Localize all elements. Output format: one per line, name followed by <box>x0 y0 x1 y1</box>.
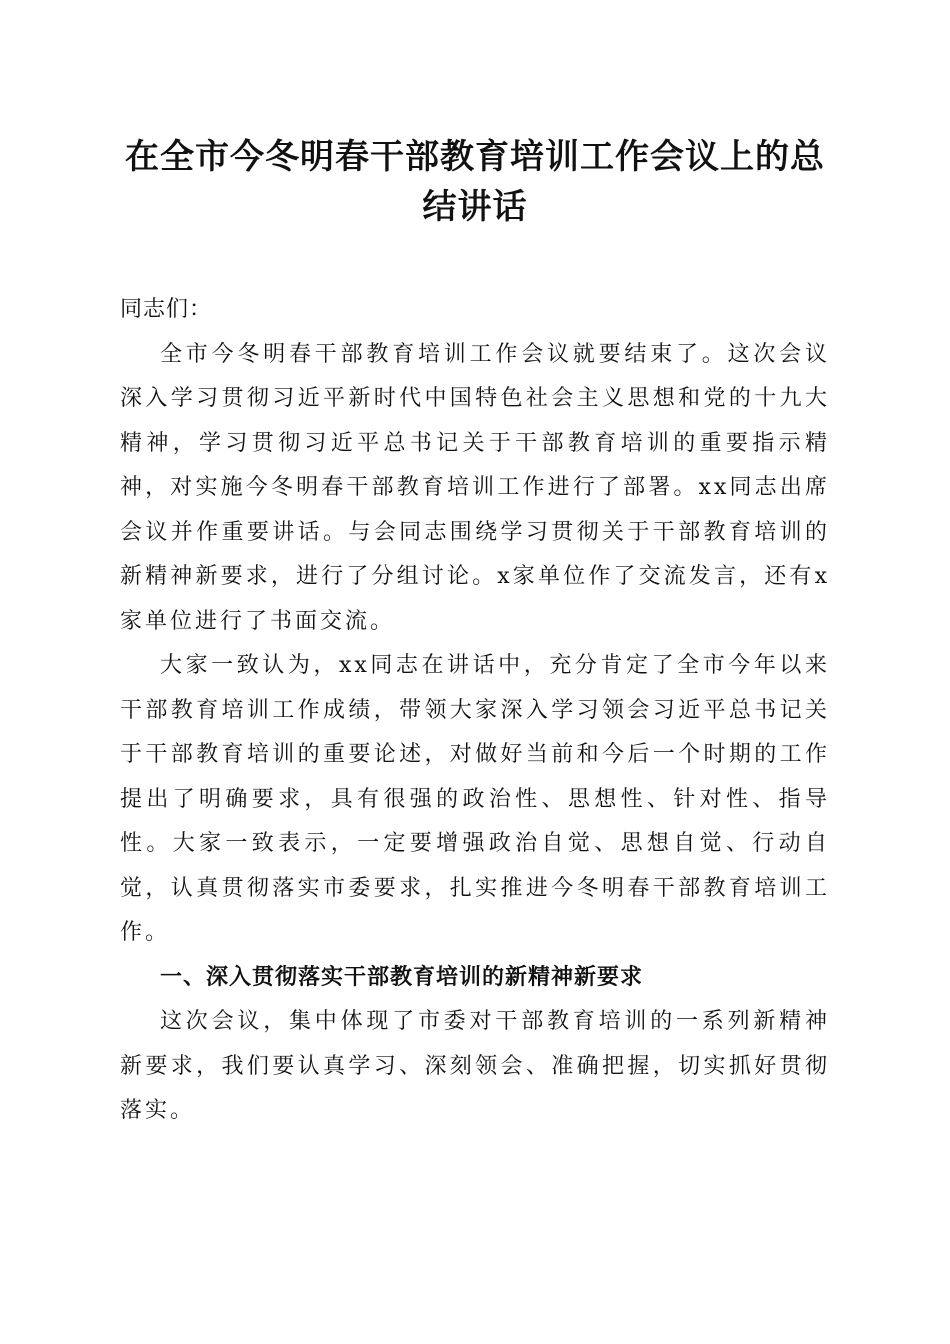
title-line-2: 结讲话 <box>422 187 528 227</box>
document-body <box>120 288 830 1134</box>
paragraph-3: 这次会议，集中体现了市委对干部教育培训的一系列新精神新要求，我们要认真学习、深刻领会、准确把握，切实抓好贯彻落实。 <box>120 1009 830 1123</box>
document-title <box>120 132 830 232</box>
paragraph-1: 全市今冬明春干部教育培训工作会议就要结束了。这次会议深入学习贯彻习近平新时代中国特色社会主义思想和党的十九大精神，学习贯彻习近平总书记关于干部教育培训的重要指示精神，对实施今冬明春干部教育培训工作进行了部署。xx同志出席会议并作重要讲话。与会同志围绕学习贯彻关于干部教育培训的新精神新要求，进行了分组讨论。x家单位作了交流发言，还有x家单位进行了书面交流。 <box>120 341 830 634</box>
paragraph-2: 大家一致认为，xx同志在讲话中，充分肯定了全市今年以来干部教育培训工作成绩，带领大家深入学习领会习近平总书记关于干部教育培训的重要论述，对做好当前和今后一个时期的工作提出了明确要求，具有很强的政治性、思想性、针对性、指导性。大家一致表示，一定要增强政治自觉、思想自觉、行动自觉，认真贯彻落实市委要求，扎实推进今冬明春干部教育培训工作。 <box>120 653 830 945</box>
greeting: 同志们： <box>120 297 213 322</box>
section-heading: 一、深入贯彻落实干部教育培训的新精神新要求 <box>160 964 644 990</box>
title-line-1: 在全市今冬明春干部教育培训工作会议上的总 <box>125 137 825 177</box>
